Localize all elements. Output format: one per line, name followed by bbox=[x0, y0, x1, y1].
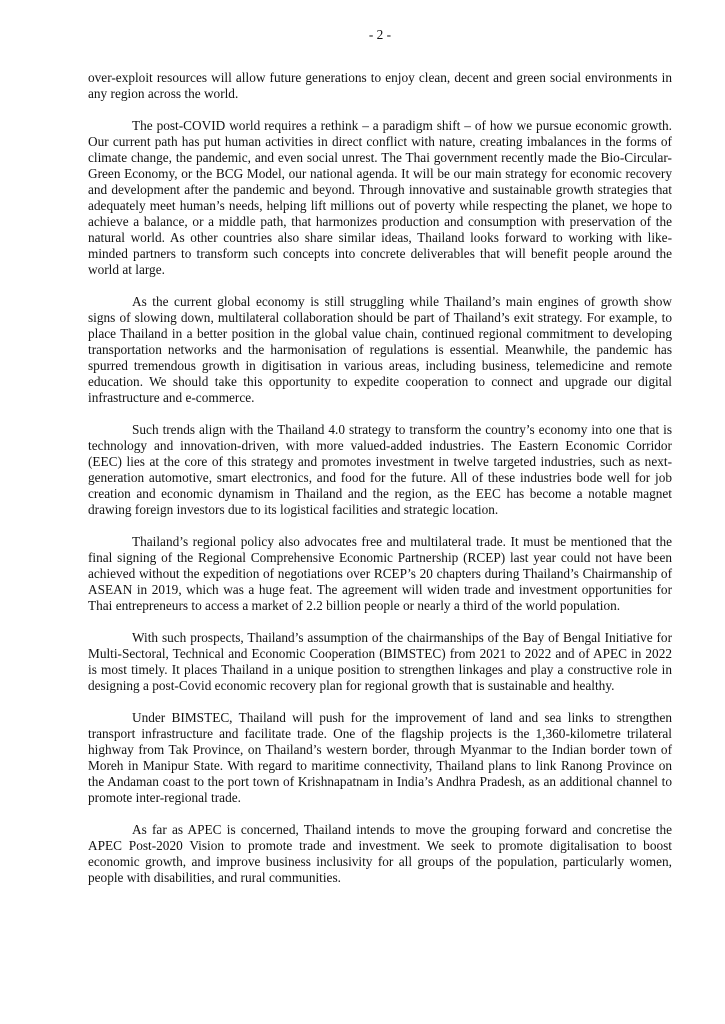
paragraph-bimstec: Under BIMSTEC, Thailand will push for the improvement of land and sea links to strengthen transport infrastructure and facilitate trade. One of the flagship projects is the 1,360-kilometre trilateral highway from Tak Province, on Thailand’s western border, through Myanmar to the Indian border town of Moreh in Manipur State. With regard to maritime connectivity, Thailand plans to link Ranong Province on the Andaman coast to the port town of Krishnapatnam in India’s Andhra Pradesh, as an additional channel to promote inter-regional trade. bbox=[88, 710, 672, 805]
paragraph-bcg-model: The post-COVID world requires a rethink – a paradigm shift – of how we pursue economic growth. Our current path has put human activities in direct conflict with nature, creating imbalances in the forms of climate change, the pandemic, and even social unrest. The Thai government recently made the Bio-Circular-Green Economy, or the BCG Model, our national agenda. It will be our main strategy for economic recovery and development after the pandemic and beyond. Through innovative and sustainable growth strategies that adequately meet human’s needs, helping lift millions out of poverty while respecting the planet, we hope to achieve a balance, or a middle path, that harmonizes production and consumption with preservation of the natural world. As other countries also share similar ideas, Thailand looks forward to working with like-minded partners to transform such concepts into concrete deliverables that will benefit people around the world at large. bbox=[88, 118, 672, 277]
page-number: - 2 - bbox=[368, 27, 392, 42]
document-body bbox=[88, 70, 672, 902]
paragraph-chairmanships: With such prospects, Thailand’s assumption of the chairmanships of the Bay of Bengal Initiative for Multi-Sectoral, Technical and Economic Cooperation (BIMSTEC) from 2021 to 2022 and of APEC in 2022 is most timely. It places Thailand in a unique position to strengthen linkages and play a constructive role in designing a post-Covid economic recovery plan for regional growth that is sustainable and healthy. bbox=[88, 630, 672, 693]
paragraph-rcep: Thailand’s regional policy also advocates free and multilateral trade. It must be mentioned that the final signing of the Regional Comprehensive Economic Partnership (RCEP) last year could not have been achieved without the expedition of negotiations over RCEP’s 20 chapters during Thailand’s Chairmanship of ASEAN in 2019, which was a huge feat. The agreement will widen trade and investment opportunities for Thai entrepreneurs to access a market of 2.2 billion people or nearly a third of the world population. bbox=[88, 534, 672, 613]
document-page bbox=[88, 0, 672, 1024]
paragraph-apec: As far as APEC is concerned, Thailand intends to move the grouping forward and concretise the APEC Post-2020 Vision to promote trade and investment. We seek to promote digitalisation to boost economic growth, and improve business inclusivity for all groups of the population, particularly women, people with disabilities, and rural communities. bbox=[88, 822, 672, 885]
paragraph-thailand-4-0: Such trends align with the Thailand 4.0 strategy to transform the country’s economy into one that is technology and innovation-driven, with more valued-added industries. The Eastern Economic Corridor (EEC) lies at the core of this strategy and promotes investment in twelve targeted industries, such as next-generation automotive, smart electronics, and food for the future. All of these industries bode well for job creation and economic dynamism in Thailand and the region, as the EEC has become a notable magnet drawing foreign investors due to its logistical facilities and strategic location. bbox=[88, 422, 672, 517]
paragraph-continuation: over-exploit resources will allow future generations to enjoy clean, decent and green social environments in any region across the world. bbox=[88, 70, 672, 101]
paragraph-multilateral-collaboration: As the current global economy is still struggling while Thailand’s main engines of growth show signs of slowing down, multilateral collaboration should be part of Thailand’s exit strategy. For example, to place Thailand in a better position in the global value chain, continued regional commitment to developing transportation networks and the harmonisation of regulations is essential. Meanwhile, the pandemic has spurred tremendous growth in digitisation in various areas, including business, telemedicine and remote education. We should take this opportunity to expedite cooperation to connect and upgrade our digital infrastructure and e-commerce. bbox=[88, 294, 672, 405]
